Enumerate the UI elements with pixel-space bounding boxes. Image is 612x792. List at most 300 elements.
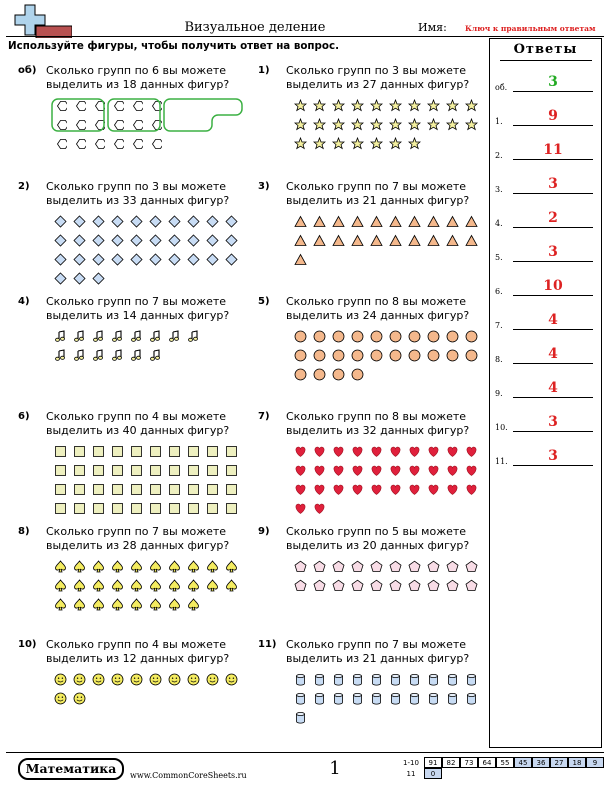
- answer-line: [513, 363, 593, 364]
- spade-icon: [203, 576, 222, 595]
- square-icon: [108, 499, 127, 518]
- score-row: [398, 768, 604, 779]
- circle-icon: [424, 346, 443, 365]
- answer-line: [513, 431, 593, 432]
- circle-icon: [462, 346, 481, 365]
- diamond-icon: [146, 250, 165, 269]
- triangle-icon: [310, 231, 329, 250]
- heart-icon: [405, 442, 424, 461]
- score-cell: 18: [568, 757, 586, 768]
- score-cell: 45: [514, 757, 532, 768]
- spade-icon: [184, 595, 203, 614]
- question-number: 9): [258, 526, 270, 537]
- cylinder-icon: [310, 689, 329, 708]
- heart-icon: [329, 480, 348, 499]
- note-icon: [89, 346, 108, 365]
- shape-grid: [291, 327, 481, 384]
- answer-value: 2: [548, 210, 558, 226]
- square-icon: [70, 461, 89, 480]
- answer-value: 3: [548, 448, 558, 464]
- answer-row: [495, 244, 599, 264]
- shape-grid: [291, 557, 481, 595]
- cylinder-icon: [386, 689, 405, 708]
- square-icon: [70, 442, 89, 461]
- star-icon: [329, 115, 348, 134]
- answer-key-label: Ключ к правильным ответам: [465, 24, 596, 33]
- diamond-icon: [127, 250, 146, 269]
- cylinder-icon: [424, 689, 443, 708]
- score-cell: 82: [442, 757, 460, 768]
- question-text: Сколько групп по 7 вы можете выделить из 14 данных фигур?: [46, 295, 230, 322]
- score-row-label: 1-10: [403, 758, 419, 767]
- pentagon-icon: [329, 576, 348, 595]
- brand-badge: Математика: [18, 758, 124, 780]
- triangle-icon: [462, 231, 481, 250]
- answer-line: [513, 159, 593, 160]
- answer-label: 7.: [495, 321, 503, 330]
- star-icon: [310, 96, 329, 115]
- circle-icon: [443, 327, 462, 346]
- heart-icon: [367, 461, 386, 480]
- star-icon: [386, 134, 405, 153]
- smiley-icon: [146, 670, 165, 689]
- spade-icon: [222, 557, 241, 576]
- square-icon: [222, 480, 241, 499]
- triangle-icon: [462, 212, 481, 231]
- shape-grid: [51, 557, 241, 614]
- answer-line: [513, 125, 593, 126]
- answer-value: 4: [548, 346, 558, 362]
- triangle-icon: [386, 231, 405, 250]
- circle-icon: [291, 327, 310, 346]
- answer-row: [495, 312, 599, 332]
- spade-icon: [146, 576, 165, 595]
- answer-label: об.: [495, 83, 508, 92]
- triangle-icon: [348, 231, 367, 250]
- cylinder-icon: [310, 670, 329, 689]
- spade-icon: [70, 576, 89, 595]
- diamond-icon: [89, 212, 108, 231]
- circle-icon: [443, 346, 462, 365]
- cylinder-icon: [329, 670, 348, 689]
- heart-icon: [291, 499, 310, 518]
- triangle-icon: [443, 231, 462, 250]
- diamond-icon: [70, 231, 89, 250]
- shape-grid: [291, 670, 481, 727]
- shape-grid: [51, 670, 241, 708]
- question-number: 2): [18, 181, 30, 192]
- question-number: 8): [18, 526, 30, 537]
- spade-icon: [127, 557, 146, 576]
- triangle-icon: [310, 212, 329, 231]
- answer-value: 9: [548, 108, 558, 124]
- square-icon: [89, 499, 108, 518]
- diamond-icon: [184, 212, 203, 231]
- heart-icon: [367, 442, 386, 461]
- heart-icon: [291, 461, 310, 480]
- heart-icon: [462, 461, 481, 480]
- answer-panel-title: Ответы: [513, 42, 578, 57]
- cylinder-icon: [348, 689, 367, 708]
- heart-icon: [405, 480, 424, 499]
- hexagon-icon: [127, 134, 146, 153]
- spade-icon: [89, 576, 108, 595]
- triangle-icon: [291, 250, 310, 269]
- diamond-icon: [165, 212, 184, 231]
- circle-icon: [329, 346, 348, 365]
- answer-row: [495, 210, 599, 230]
- star-icon: [348, 96, 367, 115]
- circle-icon: [405, 327, 424, 346]
- square-icon: [70, 499, 89, 518]
- example-group-loops: [50, 96, 245, 134]
- circle-icon: [310, 327, 329, 346]
- heart-icon: [291, 442, 310, 461]
- square-icon: [51, 461, 70, 480]
- diamond-icon: [222, 212, 241, 231]
- star-icon: [348, 115, 367, 134]
- diamond-icon: [51, 269, 70, 288]
- diamond-icon: [203, 250, 222, 269]
- answer-label: 9.: [495, 389, 503, 398]
- note-icon: [51, 346, 70, 365]
- heart-icon: [405, 461, 424, 480]
- note-icon: [70, 346, 89, 365]
- answer-row: [495, 346, 599, 366]
- spade-icon: [51, 576, 70, 595]
- triangle-icon: [329, 212, 348, 231]
- heart-icon: [462, 480, 481, 499]
- answer-row: [495, 278, 599, 298]
- star-icon: [329, 96, 348, 115]
- question-text: Сколько групп по 8 вы можете выделить из 24 данных фигур?: [286, 295, 470, 322]
- heart-icon: [424, 442, 443, 461]
- smiley-icon: [51, 670, 70, 689]
- question-text: Сколько групп по 5 вы можете выделить из 20 данных фигур?: [286, 525, 470, 552]
- pentagon-icon: [310, 557, 329, 576]
- diamond-icon: [127, 212, 146, 231]
- diamond-icon: [89, 231, 108, 250]
- circle-icon: [329, 365, 348, 384]
- pentagon-icon: [462, 576, 481, 595]
- square-icon: [184, 480, 203, 499]
- question-number: 5): [258, 296, 270, 307]
- header-divider: [6, 36, 604, 37]
- note-icon: [146, 327, 165, 346]
- circle-icon: [348, 365, 367, 384]
- cylinder-icon: [443, 670, 462, 689]
- answer-label: 3.: [495, 185, 503, 194]
- score-cell: 0: [424, 768, 442, 779]
- heart-icon: [424, 461, 443, 480]
- note-icon: [127, 346, 146, 365]
- score-cell: 36: [532, 757, 550, 768]
- cylinder-icon: [291, 670, 310, 689]
- cylinder-icon: [348, 670, 367, 689]
- diamond-icon: [70, 269, 89, 288]
- answer-row: [495, 142, 599, 162]
- star-icon: [443, 96, 462, 115]
- heart-icon: [310, 461, 329, 480]
- pentagon-icon: [405, 576, 424, 595]
- name-label: Имя:: [418, 21, 447, 34]
- square-icon: [203, 480, 222, 499]
- cylinder-icon: [462, 689, 481, 708]
- spade-icon: [165, 576, 184, 595]
- spade-icon: [51, 595, 70, 614]
- diamond-icon: [127, 231, 146, 250]
- pentagon-icon: [443, 576, 462, 595]
- question-number: об): [18, 65, 37, 76]
- answer-row: [495, 74, 599, 94]
- answer-value: 4: [548, 380, 558, 396]
- square-icon: [203, 499, 222, 518]
- answer-row: [495, 414, 599, 434]
- diamond-icon: [108, 212, 127, 231]
- cylinder-icon: [386, 670, 405, 689]
- answer-value: 4: [548, 312, 558, 328]
- question-number: 1): [258, 65, 270, 76]
- pentagon-icon: [386, 576, 405, 595]
- note-icon: [108, 346, 127, 365]
- heart-icon: [386, 461, 405, 480]
- hexagon-icon: [70, 134, 89, 153]
- score-cell: 27: [550, 757, 568, 768]
- note-icon: [108, 327, 127, 346]
- diamond-icon: [222, 231, 241, 250]
- shape-grid: [291, 212, 481, 269]
- pentagon-icon: [405, 557, 424, 576]
- heart-icon: [443, 461, 462, 480]
- shape-grid: [51, 212, 241, 288]
- circle-icon: [424, 327, 443, 346]
- question-number: 10): [18, 639, 37, 650]
- diamond-icon: [165, 250, 184, 269]
- question-text: Сколько групп по 8 вы можете выделить из 32 данных фигур?: [286, 410, 470, 437]
- square-icon: [70, 480, 89, 499]
- pentagon-icon: [291, 576, 310, 595]
- diamond-icon: [89, 250, 108, 269]
- score-cell: 55: [496, 757, 514, 768]
- square-icon: [108, 442, 127, 461]
- smiley-icon: [51, 689, 70, 708]
- question-text: Сколько групп по 4 вы можете выделить из 12 данных фигур?: [46, 638, 230, 665]
- answer-label: 8.: [495, 355, 503, 364]
- pentagon-icon: [310, 576, 329, 595]
- plus-logo-icon: [14, 4, 72, 38]
- shape-grid: [51, 442, 241, 518]
- square-icon: [165, 461, 184, 480]
- note-icon: [146, 346, 165, 365]
- square-icon: [127, 461, 146, 480]
- star-icon: [424, 96, 443, 115]
- spade-icon: [222, 576, 241, 595]
- score-row: [398, 757, 604, 768]
- answer-value: 3: [548, 244, 558, 260]
- square-icon: [146, 480, 165, 499]
- star-icon: [405, 134, 424, 153]
- square-icon: [89, 480, 108, 499]
- question-number: 11): [258, 639, 277, 650]
- cylinder-icon: [443, 689, 462, 708]
- star-icon: [367, 96, 386, 115]
- instructions: Используйте фигуры, чтобы получить ответ на вопрос.: [8, 40, 340, 52]
- score-cell: 9: [586, 757, 604, 768]
- square-icon: [203, 442, 222, 461]
- star-icon: [367, 115, 386, 134]
- score-cell: 64: [478, 757, 496, 768]
- answer-line: [513, 329, 593, 330]
- star-icon: [405, 115, 424, 134]
- heart-icon: [348, 461, 367, 480]
- square-icon: [184, 442, 203, 461]
- spade-icon: [70, 557, 89, 576]
- answer-label: 6.: [495, 287, 503, 296]
- triangle-icon: [386, 212, 405, 231]
- question-text: Сколько групп по 4 вы можете выделить из 40 данных фигур?: [46, 410, 230, 437]
- square-icon: [127, 442, 146, 461]
- heart-icon: [424, 480, 443, 499]
- pentagon-icon: [291, 557, 310, 576]
- smiley-icon: [203, 670, 222, 689]
- spade-icon: [146, 595, 165, 614]
- smiley-icon: [127, 670, 146, 689]
- heart-icon: [329, 442, 348, 461]
- square-icon: [146, 461, 165, 480]
- score-cell: 91: [424, 757, 442, 768]
- diamond-icon: [89, 269, 108, 288]
- answer-title-underline: [500, 60, 592, 61]
- heart-icon: [310, 499, 329, 518]
- cylinder-icon: [405, 670, 424, 689]
- pentagon-icon: [367, 557, 386, 576]
- circle-icon: [329, 327, 348, 346]
- question-text: Сколько групп по 7 вы можете выделить из 21 данных фигур?: [286, 638, 470, 665]
- answer-line: [513, 227, 593, 228]
- question-text: Сколько групп по 3 вы можете выделить из 33 данных фигур?: [46, 180, 230, 207]
- note-icon: [184, 327, 203, 346]
- spade-icon: [203, 557, 222, 576]
- diamond-icon: [222, 250, 241, 269]
- triangle-icon: [405, 212, 424, 231]
- answer-line: [513, 465, 593, 466]
- answer-label: 2.: [495, 151, 503, 160]
- footer-divider: [6, 752, 604, 753]
- score-cell: 73: [460, 757, 478, 768]
- answer-row: [495, 176, 599, 196]
- pentagon-icon: [329, 557, 348, 576]
- answer-label: 10.: [495, 423, 508, 432]
- pentagon-icon: [386, 557, 405, 576]
- question-number: 7): [258, 411, 270, 422]
- cylinder-icon: [405, 689, 424, 708]
- smiley-icon: [222, 670, 241, 689]
- cylinder-icon: [367, 689, 386, 708]
- diamond-icon: [165, 231, 184, 250]
- circle-icon: [405, 346, 424, 365]
- spade-icon: [165, 595, 184, 614]
- circle-icon: [310, 346, 329, 365]
- spade-icon: [165, 557, 184, 576]
- pentagon-icon: [348, 576, 367, 595]
- square-icon: [184, 461, 203, 480]
- square-icon: [222, 442, 241, 461]
- square-icon: [89, 442, 108, 461]
- spade-icon: [184, 557, 203, 576]
- triangle-icon: [348, 212, 367, 231]
- answer-row: [495, 448, 599, 468]
- star-icon: [386, 96, 405, 115]
- shape-grid: [291, 442, 481, 518]
- diamond-icon: [108, 250, 127, 269]
- star-icon: [386, 115, 405, 134]
- answer-line: [513, 91, 593, 92]
- spade-icon: [184, 576, 203, 595]
- square-icon: [203, 461, 222, 480]
- answer-line: [513, 261, 593, 262]
- cylinder-icon: [462, 670, 481, 689]
- heart-icon: [348, 442, 367, 461]
- diamond-icon: [70, 212, 89, 231]
- heart-icon: [386, 442, 405, 461]
- square-icon: [51, 442, 70, 461]
- square-icon: [89, 461, 108, 480]
- pentagon-icon: [462, 557, 481, 576]
- spade-icon: [70, 595, 89, 614]
- question-text: Сколько групп по 3 вы можете выделить из 27 данных фигур?: [286, 64, 470, 91]
- circle-icon: [291, 365, 310, 384]
- shape-grid: [291, 96, 481, 153]
- diamond-icon: [108, 231, 127, 250]
- triangle-icon: [424, 231, 443, 250]
- square-icon: [127, 480, 146, 499]
- square-icon: [165, 442, 184, 461]
- heart-icon: [329, 461, 348, 480]
- triangle-icon: [367, 212, 386, 231]
- question-number: 4): [18, 296, 30, 307]
- star-icon: [310, 134, 329, 153]
- answer-value: 3: [548, 176, 558, 192]
- question-number: 3): [258, 181, 270, 192]
- site-url[interactable]: www.CommonCoreSheets.ru: [130, 771, 247, 780]
- question-number: 6): [18, 411, 30, 422]
- score-table: [398, 757, 604, 779]
- spade-icon: [127, 595, 146, 614]
- heart-icon: [348, 480, 367, 499]
- answer-label: 1.: [495, 117, 503, 126]
- square-icon: [165, 499, 184, 518]
- cylinder-icon: [367, 670, 386, 689]
- spade-icon: [108, 595, 127, 614]
- triangle-icon: [367, 231, 386, 250]
- answer-label: 11.: [495, 457, 508, 466]
- note-icon: [165, 327, 184, 346]
- circle-icon: [291, 346, 310, 365]
- circle-icon: [462, 327, 481, 346]
- diamond-icon: [51, 231, 70, 250]
- diamond-icon: [203, 231, 222, 250]
- square-icon: [127, 499, 146, 518]
- square-icon: [51, 480, 70, 499]
- smiley-icon: [89, 670, 108, 689]
- heart-icon: [367, 480, 386, 499]
- heart-icon: [291, 480, 310, 499]
- circle-icon: [386, 327, 405, 346]
- triangle-icon: [443, 212, 462, 231]
- pentagon-icon: [367, 576, 386, 595]
- heart-icon: [443, 442, 462, 461]
- square-icon: [108, 461, 127, 480]
